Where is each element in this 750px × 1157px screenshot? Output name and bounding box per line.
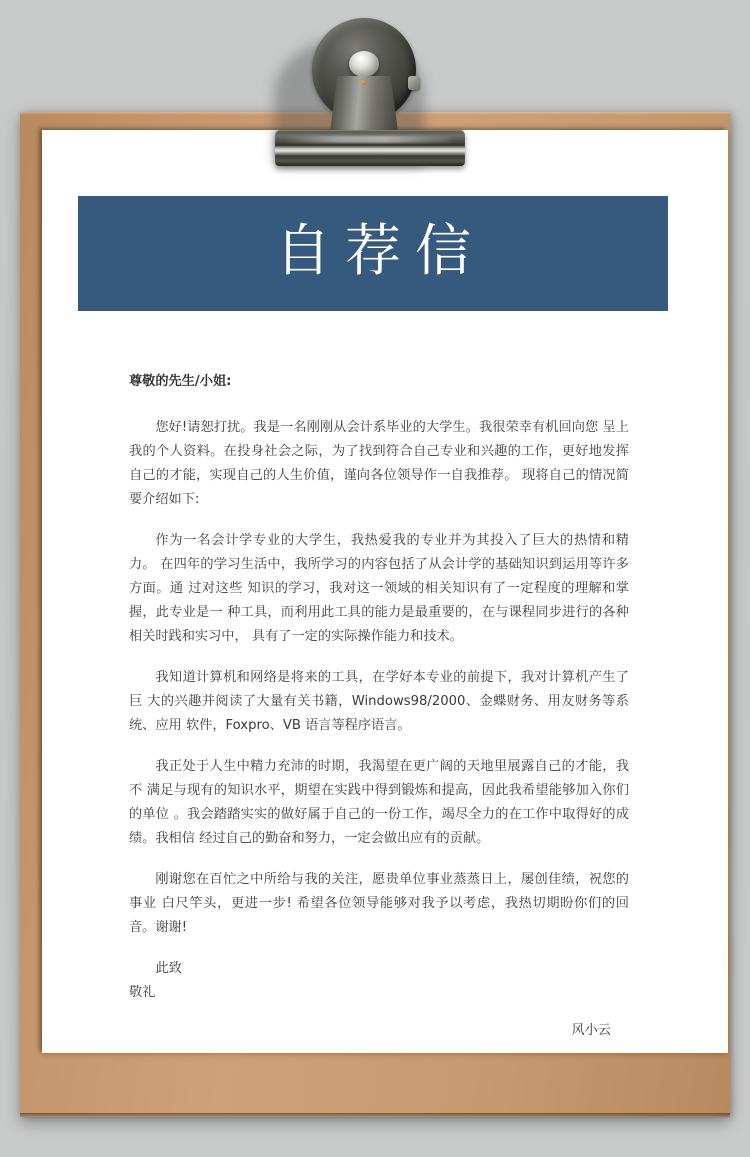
paragraph-5: 刚谢您在百忙之中所给与我的关注，愿贵单位事业蒸蒸日上，屡创佳绩，祝您的事业 白尺竿头，更进一步! 希望各位领导能够对我予以考虑，我热切期盼你们的回音。谢谢! [129, 872, 629, 935]
clip-rivet-top [361, 80, 366, 85]
clip-jaw-highlight [284, 136, 452, 143]
title-banner [78, 196, 668, 311]
salutation: 尊敬的先生/小姐: [129, 374, 232, 389]
page-title: 自荐信 [275, 218, 485, 284]
letter-paper [42, 130, 728, 1053]
paragraph-4: 我正处于人生中精力充沛的时期，我渴望在更广阔的天地里展露自己的才能，我不 满足与现有的知识水平，期望在实践中得到锻炼和提高，因此我希望能够加入你们的单位 。我会踏踏实实的做好属于自己的一份工作，竭尽全力的在工作中取得好的成绩。我相信 经过自己的勤奋和努力，一定会做出应有的贡献。 [129, 759, 629, 846]
closing-block [129, 957, 629, 1005]
clip-neck [327, 76, 401, 138]
paragraph-1: 您好!请恕打扰。我是一名刚刚从会计系毕业的大学生。我很荣幸有机回向您 呈上我的个人资料。在投身社会之际，为了找到符合自己专业和兴趣的工作，更好地发挥 自己的才能，实现自己的人生价值，谨向各位领导作一自我推荐。 现将自己的情况简要介绍如下: [129, 420, 629, 507]
paragraph-3: 我知道计算机和网络是将来的工具，在学好本专业的前提下，我对计算机产生了巨 大的兴趣并阅读了大量有关书籍，Windows98/2000、金蝶财务、用友财务等系统、应用 软件，Foxpro、VB 语言等程序语言。 [129, 670, 629, 733]
paragraph-2: 作为一名会计学专业的大学生，我热爱我的专业并为其投入了巨大的热情和精力。 在四年的学习生活中，我所学习的内容包括了从会计学的基础知识到运用等许多方面。通 过对这些 知识的学习，我对这一领域的相关知识有了一定程度的理解和掌握，此专业是一 种工具，而利用此工具的能力是最重要的，在与课程同步进行的各种相关时践和实习中， 具有了一定的实际操作能力和技术。 [129, 533, 629, 644]
clip-side-lug [408, 76, 420, 90]
closing-line-2: 敬礼 [129, 985, 156, 1000]
binder-clip [268, 18, 483, 166]
letter-body [129, 370, 629, 1043]
signature: 风小云 [571, 1023, 611, 1038]
clipboard-bottom-shadow [20, 1113, 730, 1118]
clip-center-boss [349, 51, 379, 77]
closing-line-1: 此致 [155, 961, 182, 976]
